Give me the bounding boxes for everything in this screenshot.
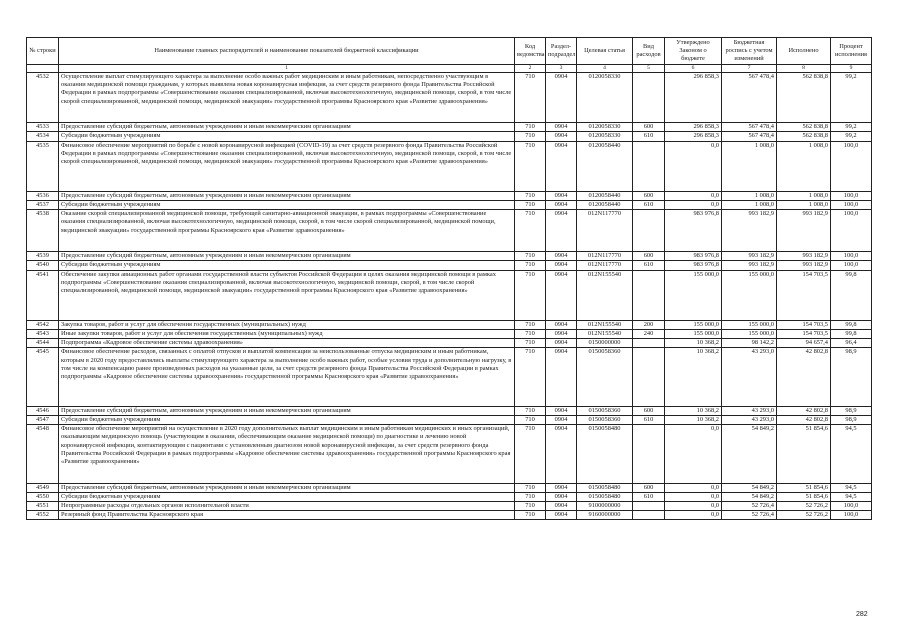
budget-sheet (26, 37, 871, 520)
table-row (27, 73, 872, 123)
plan-amount-cell: 1 008,0 (722, 191, 777, 200)
column-number: 3 (546, 65, 577, 73)
row-number-cell: 4533 (27, 123, 59, 132)
department-code-cell: 710 (515, 348, 546, 406)
row-name-cell: Закупка товаров, работ и услуг для обеспечения государственных (муниципальных) нужд (59, 320, 515, 329)
target-article-cell: 0150058480 (577, 483, 633, 492)
row-name-cell: Субсидии бюджетным учреждениям (59, 132, 515, 141)
column-number: 6 (665, 65, 722, 73)
target-article-cell: 0120058440 (577, 141, 633, 191)
expense-kind-cell: 200 (633, 320, 665, 329)
header-approved: Утверждено Законом о бюджете (665, 38, 722, 65)
target-article-cell: 012N155540 (577, 320, 633, 329)
approved-amount-cell: 10 368,2 (665, 348, 722, 406)
column-number: 2 (515, 65, 546, 73)
target-article-cell: 0120058330 (577, 73, 633, 123)
plan-amount-cell: 993 182,9 (722, 252, 777, 261)
column-number: 5 (633, 65, 665, 73)
table-row (27, 415, 872, 424)
row-number-cell: 4552 (27, 511, 59, 520)
column-number: 8 (777, 65, 831, 73)
header-target-article: Целевая статья (577, 38, 633, 65)
executed-amount-cell: 562 838,8 (777, 132, 831, 141)
department-code-cell: 710 (515, 132, 546, 141)
row-name-cell: Подпрограмма «Кадровое обеспечение системы здравоохранения» (59, 339, 515, 348)
row-name-cell: Оказание скорой специализированной медицинской помощи, требующей санитарно-авиационной эвакуации, в рамках подпрограммы «Совершенствование оказания специализированной, включая высокотехнологичную, медицинской помощи, скорой, в том числе скорой специализированной, медицинской помощи, медицинской эвакуации» государственной программы Красноярского края «Развитие здравоохранения» (59, 210, 515, 252)
expense-kind-cell: 600 (633, 191, 665, 200)
header-expense-kind: Вид расходов (633, 38, 665, 65)
approved-amount-cell: 0,0 (665, 511, 722, 520)
approved-amount-cell: 155 000,0 (665, 329, 722, 338)
percent-cell: 100,0 (831, 191, 872, 200)
executed-amount-cell: 993 182,9 (777, 261, 831, 270)
section-cell: 0904 (546, 339, 577, 348)
row-name-cell: Финансовое обеспечение расходов, связанных с оплатой отпусков и выплатой компенсации за неиспользованные отпуска медицинским и иным работникам, которым в 2020 году предоставлялись выплаты стимулирующего характера за выполнение особо важных работ, особые условия труда и дополнительную нагрузку, в том числе на компенсацию ранее произведенных расходов на указанные цели, за счет средств резервного фонда Правительства Российской Федерации в рамках подпрограммы «Кадровое обеспечение системы здравоохранения» государственной программы Красноярского края «Развитие здравоохранения» (59, 348, 515, 406)
plan-amount-cell: 43 293,0 (722, 406, 777, 415)
target-article-cell: 012N155540 (577, 329, 633, 338)
percent-cell: 99,8 (831, 270, 872, 320)
executed-amount-cell: 42 802,8 (777, 348, 831, 406)
column-number: 4 (577, 65, 633, 73)
row-number-cell: 4547 (27, 415, 59, 424)
plan-amount-cell: 993 182,9 (722, 210, 777, 252)
executed-amount-cell: 562 838,8 (777, 73, 831, 123)
table-row (27, 492, 872, 501)
expense-kind-cell: 600 (633, 252, 665, 261)
executed-amount-cell: 154 703,5 (777, 329, 831, 338)
percent-cell: 100,0 (831, 141, 872, 191)
department-code-cell: 710 (515, 261, 546, 270)
department-code-cell: 710 (515, 329, 546, 338)
column-number: 9 (831, 65, 872, 73)
executed-amount-cell: 1 008,0 (777, 200, 831, 209)
section-cell: 0904 (546, 329, 577, 338)
table-row (27, 406, 872, 415)
plan-amount-cell: 155 000,0 (722, 320, 777, 329)
plan-amount-cell: 993 182,9 (722, 261, 777, 270)
department-code-cell: 710 (515, 511, 546, 520)
approved-amount-cell: 0,0 (665, 191, 722, 200)
department-code-cell: 710 (515, 252, 546, 261)
table-row (27, 252, 872, 261)
expense-kind-cell: 600 (633, 123, 665, 132)
table-row (27, 339, 872, 348)
header-executed: Исполнено (777, 38, 831, 65)
table-row (27, 483, 872, 492)
approved-amount-cell: 155 000,0 (665, 270, 722, 320)
approved-amount-cell: 10 368,2 (665, 406, 722, 415)
section-cell: 0904 (546, 73, 577, 123)
section-cell: 0904 (546, 406, 577, 415)
plan-amount-cell: 155 000,0 (722, 329, 777, 338)
header-department-code: Код ведомства (515, 38, 546, 65)
department-code-cell: 710 (515, 123, 546, 132)
department-code-cell: 710 (515, 210, 546, 252)
table-row (27, 329, 872, 338)
executed-amount-cell: 42 802,8 (777, 415, 831, 424)
row-number-cell: 4548 (27, 425, 59, 483)
approved-amount-cell: 983 976,8 (665, 252, 722, 261)
executed-amount-cell: 94 657,4 (777, 339, 831, 348)
executed-amount-cell: 562 838,8 (777, 123, 831, 132)
percent-cell: 94,5 (831, 492, 872, 501)
target-article-cell: 012N117770 (577, 261, 633, 270)
target-article-cell: 0150058480 (577, 425, 633, 483)
executed-amount-cell: 154 703,5 (777, 320, 831, 329)
plan-amount-cell: 54 849,2 (722, 425, 777, 483)
row-number-cell: 4551 (27, 501, 59, 510)
executed-amount-cell: 52 726,2 (777, 511, 831, 520)
column-number-row (27, 65, 872, 73)
row-name-cell: Предоставление субсидий бюджетным, автономным учреждениям и иным некоммерческим организациям (59, 191, 515, 200)
executed-amount-cell: 993 182,9 (777, 210, 831, 252)
row-name-cell: Субсидии бюджетным учреждениям (59, 200, 515, 209)
target-article-cell: 0150000000 (577, 339, 633, 348)
target-article-cell: 0150058360 (577, 406, 633, 415)
section-cell: 0904 (546, 511, 577, 520)
row-number-cell: 4543 (27, 329, 59, 338)
executed-amount-cell: 1 008,0 (777, 141, 831, 191)
approved-amount-cell: 0,0 (665, 492, 722, 501)
section-cell: 0904 (546, 132, 577, 141)
expense-kind-cell (633, 210, 665, 252)
section-cell: 0904 (546, 425, 577, 483)
header-name: Наименование главных распорядителей и наименование показателей бюджетной классификации (59, 38, 515, 65)
table-row (27, 191, 872, 200)
expense-kind-cell (633, 348, 665, 406)
section-cell: 0904 (546, 270, 577, 320)
row-number-cell: 4540 (27, 261, 59, 270)
target-article-cell: 0120058440 (577, 191, 633, 200)
row-number-cell: 4546 (27, 406, 59, 415)
department-code-cell: 710 (515, 270, 546, 320)
table-row (27, 270, 872, 320)
target-article-cell: 9100000000 (577, 501, 633, 510)
section-cell: 0904 (546, 252, 577, 261)
department-code-cell: 710 (515, 320, 546, 329)
approved-amount-cell: 155 000,0 (665, 320, 722, 329)
expense-kind-cell (633, 425, 665, 483)
table-row (27, 123, 872, 132)
row-name-cell: Финансовое обеспечение мероприятий по борьбе с новой коронавирусной инфекцией (COVID-19) за счет средств резервного фонда Правительства Российской Федерации в рамках подпрограммы «Совершенствование оказания специализированной, включая высокотехнологичную, медицинской помощи, скорой, в том числе скорой специализированной, медицинской помощи, медицинской эвакуации» государственной программы Красноярского края «Развитие здравоохранения» (59, 141, 515, 191)
target-article-cell: 012N117770 (577, 210, 633, 252)
table-row (27, 501, 872, 510)
executed-amount-cell: 42 802,8 (777, 406, 831, 415)
percent-cell: 99,8 (831, 329, 872, 338)
executed-amount-cell: 993 182,9 (777, 252, 831, 261)
plan-amount-cell: 567 478,4 (722, 73, 777, 123)
percent-cell: 100,0 (831, 210, 872, 252)
section-cell: 0904 (546, 348, 577, 406)
percent-cell: 99,8 (831, 320, 872, 329)
row-number-cell: 4542 (27, 320, 59, 329)
row-name-cell: Субсидии бюджетным учреждениям (59, 261, 515, 270)
row-name-cell: Финансовое обеспечение мероприятий на осуществление в 2020 году дополнительных выплат медицинским и иным работникам медицинских и иных организаций, оказывающим медицинскую помощь (участвующим в оказании, обеспечивающим оказание медицинской помощи) по диагностике и лечению новой коронавирусной инфекции, контактирующим с пациентами с установленным диагнозом новой коронавирусной инфекции, за счет средств резервного фонда Правительства Российской Федерации в рамках подпрограммы «Кадровое обеспечение системы здравоохранения» государственной программы Красноярского края «Развитие здравоохранения» (59, 425, 515, 483)
section-cell: 0904 (546, 415, 577, 424)
header-budget-plan: Бюджетная роспись с учетом изменений (722, 38, 777, 65)
section-cell: 0904 (546, 141, 577, 191)
header-percent: Процент исполнения (831, 38, 872, 65)
column-number (27, 65, 59, 73)
expense-kind-cell (633, 339, 665, 348)
row-number-cell: 4539 (27, 252, 59, 261)
header-section: Раздел-подраздел (546, 38, 577, 65)
expense-kind-cell (633, 73, 665, 123)
table-body (27, 73, 872, 520)
approved-amount-cell: 0,0 (665, 501, 722, 510)
target-article-cell: 0150058360 (577, 348, 633, 406)
approved-amount-cell: 296 858,3 (665, 73, 722, 123)
department-code-cell: 710 (515, 501, 546, 510)
table-row (27, 132, 872, 141)
expense-kind-cell: 610 (633, 492, 665, 501)
department-code-cell: 710 (515, 339, 546, 348)
percent-cell: 100,0 (831, 501, 872, 510)
section-cell: 0904 (546, 483, 577, 492)
page-number: 282 (856, 611, 868, 618)
row-name-cell: Предоставление субсидий бюджетным, автономным учреждениям и иным некоммерческим организациям (59, 483, 515, 492)
plan-amount-cell: 54 849,2 (722, 492, 777, 501)
plan-amount-cell: 43 293,0 (722, 415, 777, 424)
approved-amount-cell: 296 858,3 (665, 132, 722, 141)
expense-kind-cell: 240 (633, 329, 665, 338)
row-number-cell: 4549 (27, 483, 59, 492)
percent-cell: 100,0 (831, 252, 872, 261)
plan-amount-cell: 52 726,4 (722, 511, 777, 520)
department-code-cell: 710 (515, 483, 546, 492)
target-article-cell: 0150058480 (577, 492, 633, 501)
department-code-cell: 710 (515, 200, 546, 209)
row-name-cell: Субсидии бюджетным учреждениям (59, 415, 515, 424)
expense-kind-cell: 610 (633, 415, 665, 424)
row-number-cell: 4544 (27, 339, 59, 348)
department-code-cell: 710 (515, 492, 546, 501)
plan-amount-cell: 155 000,0 (722, 270, 777, 320)
department-code-cell: 710 (515, 425, 546, 483)
row-name-cell: Обеспечение закупки авиационных работ органами государственной власти субъектов Российской Федерации в целях оказания медицинской помощи в рамках подпрограммы «Совершенствование оказания специализированной, включая высокотехнологичную, медицинской помощи, скорой, в том числе скорой специализированной, медицинской помощи, медицинской эвакуации» государственной программы Красноярского края «Развитие здравоохранения» (59, 270, 515, 320)
column-number: 1 (59, 65, 515, 73)
row-number-cell: 4534 (27, 132, 59, 141)
expense-kind-cell: 600 (633, 406, 665, 415)
plan-amount-cell: 567 478,4 (722, 132, 777, 141)
department-code-cell: 710 (515, 191, 546, 200)
approved-amount-cell: 296 858,3 (665, 123, 722, 132)
column-number: 7 (722, 65, 777, 73)
expense-kind-cell: 610 (633, 200, 665, 209)
percent-cell: 99,2 (831, 132, 872, 141)
row-name-cell: Непрограммные расходы отдельных органов исполнительной власти (59, 501, 515, 510)
row-number-cell: 4541 (27, 270, 59, 320)
expense-kind-cell (633, 511, 665, 520)
target-article-cell: 0120058330 (577, 123, 633, 132)
percent-cell: 94,5 (831, 483, 872, 492)
table-row (27, 425, 872, 483)
header-row (27, 38, 872, 65)
expense-kind-cell: 610 (633, 261, 665, 270)
table-row (27, 320, 872, 329)
plan-amount-cell: 567 478,4 (722, 123, 777, 132)
row-name-cell: Предоставление субсидий бюджетным, автономным учреждениям и иным некоммерческим организациям (59, 123, 515, 132)
target-article-cell: 012N117770 (577, 252, 633, 261)
percent-cell: 98,9 (831, 348, 872, 406)
table-row (27, 210, 872, 252)
table-row (27, 141, 872, 191)
section-cell: 0904 (546, 501, 577, 510)
approved-amount-cell: 983 976,8 (665, 210, 722, 252)
row-number-cell: 4538 (27, 210, 59, 252)
expense-kind-cell: 600 (633, 483, 665, 492)
table-row (27, 200, 872, 209)
row-number-cell: 4550 (27, 492, 59, 501)
target-article-cell: 0120058440 (577, 200, 633, 209)
executed-amount-cell: 51 854,6 (777, 425, 831, 483)
department-code-cell: 710 (515, 73, 546, 123)
department-code-cell: 710 (515, 415, 546, 424)
row-name-cell: Резервный фонд Правительства Красноярского края (59, 511, 515, 520)
percent-cell: 96,4 (831, 339, 872, 348)
target-article-cell: 0120058330 (577, 132, 633, 141)
approved-amount-cell: 0,0 (665, 141, 722, 191)
executed-amount-cell: 52 726,2 (777, 501, 831, 510)
approved-amount-cell: 10 368,2 (665, 339, 722, 348)
row-number-cell: 4545 (27, 348, 59, 406)
percent-cell: 94,5 (831, 425, 872, 483)
row-name-cell: Субсидии бюджетным учреждениям (59, 492, 515, 501)
section-cell: 0904 (546, 261, 577, 270)
section-cell: 0904 (546, 320, 577, 329)
row-name-cell: Предоставление субсидий бюджетным, автономным учреждениям и иным некоммерческим организациям (59, 252, 515, 261)
approved-amount-cell: 0,0 (665, 425, 722, 483)
target-article-cell: 9160000000 (577, 511, 633, 520)
row-number-cell: 4532 (27, 73, 59, 123)
percent-cell: 99,2 (831, 73, 872, 123)
row-number-cell: 4536 (27, 191, 59, 200)
approved-amount-cell: 10 368,2 (665, 415, 722, 424)
executed-amount-cell: 154 703,5 (777, 270, 831, 320)
section-cell: 0904 (546, 492, 577, 501)
row-name-cell: Предоставление субсидий бюджетным, автономным учреждениям и иным некоммерческим организациям (59, 406, 515, 415)
percent-cell: 100,0 (831, 261, 872, 270)
row-number-cell: 4537 (27, 200, 59, 209)
table-row (27, 348, 872, 406)
expense-kind-cell (633, 501, 665, 510)
percent-cell: 98,9 (831, 406, 872, 415)
executed-amount-cell: 51 854,6 (777, 483, 831, 492)
section-cell: 0904 (546, 200, 577, 209)
department-code-cell: 710 (515, 141, 546, 191)
row-name-cell: Осуществление выплат стимулирующего характера за выполнение особо важных работ медицинским и иным работникам, непосредственно участвующим в оказании медицинской помощи гражданам, у которых выявлена новая коронавирусная инфекция, за счет средств резервного фонда Правительства Российской Федерации в рамках подпрограммы «Совершенствование оказания специализированной, включая высокотехнологичную, медицинской помощи, скорой, в том числе скорой специализированной, медицинской помощи, медицинской эвакуации» государственной программы Красноярского края «Развитие здравоохранения» (59, 73, 515, 123)
header-row-number: № строки (27, 38, 59, 65)
section-cell: 0904 (546, 210, 577, 252)
plan-amount-cell: 98 142,2 (722, 339, 777, 348)
section-cell: 0904 (546, 191, 577, 200)
executed-amount-cell: 1 008,0 (777, 191, 831, 200)
target-article-cell: 0150058360 (577, 415, 633, 424)
approved-amount-cell: 983 976,8 (665, 261, 722, 270)
expense-kind-cell (633, 270, 665, 320)
executed-amount-cell: 51 854,6 (777, 492, 831, 501)
section-cell: 0904 (546, 123, 577, 132)
department-code-cell: 710 (515, 406, 546, 415)
plan-amount-cell: 52 726,4 (722, 501, 777, 510)
row-name-cell: Иные закупки товаров, работ и услуг для обеспечения государственных (муниципальных) нужд (59, 329, 515, 338)
approved-amount-cell: 0,0 (665, 483, 722, 492)
plan-amount-cell: 1 008,0 (722, 141, 777, 191)
expense-kind-cell: 610 (633, 132, 665, 141)
percent-cell: 100,0 (831, 200, 872, 209)
row-number-cell: 4535 (27, 141, 59, 191)
percent-cell: 100,0 (831, 511, 872, 520)
plan-amount-cell: 43 293,0 (722, 348, 777, 406)
plan-amount-cell: 1 008,0 (722, 200, 777, 209)
budget-table (26, 37, 872, 520)
table-row (27, 511, 872, 520)
plan-amount-cell: 54 849,2 (722, 483, 777, 492)
table-row (27, 261, 872, 270)
expense-kind-cell (633, 141, 665, 191)
percent-cell: 98,9 (831, 415, 872, 424)
percent-cell: 99,2 (831, 123, 872, 132)
target-article-cell: 012N155540 (577, 270, 633, 320)
approved-amount-cell: 0,0 (665, 200, 722, 209)
